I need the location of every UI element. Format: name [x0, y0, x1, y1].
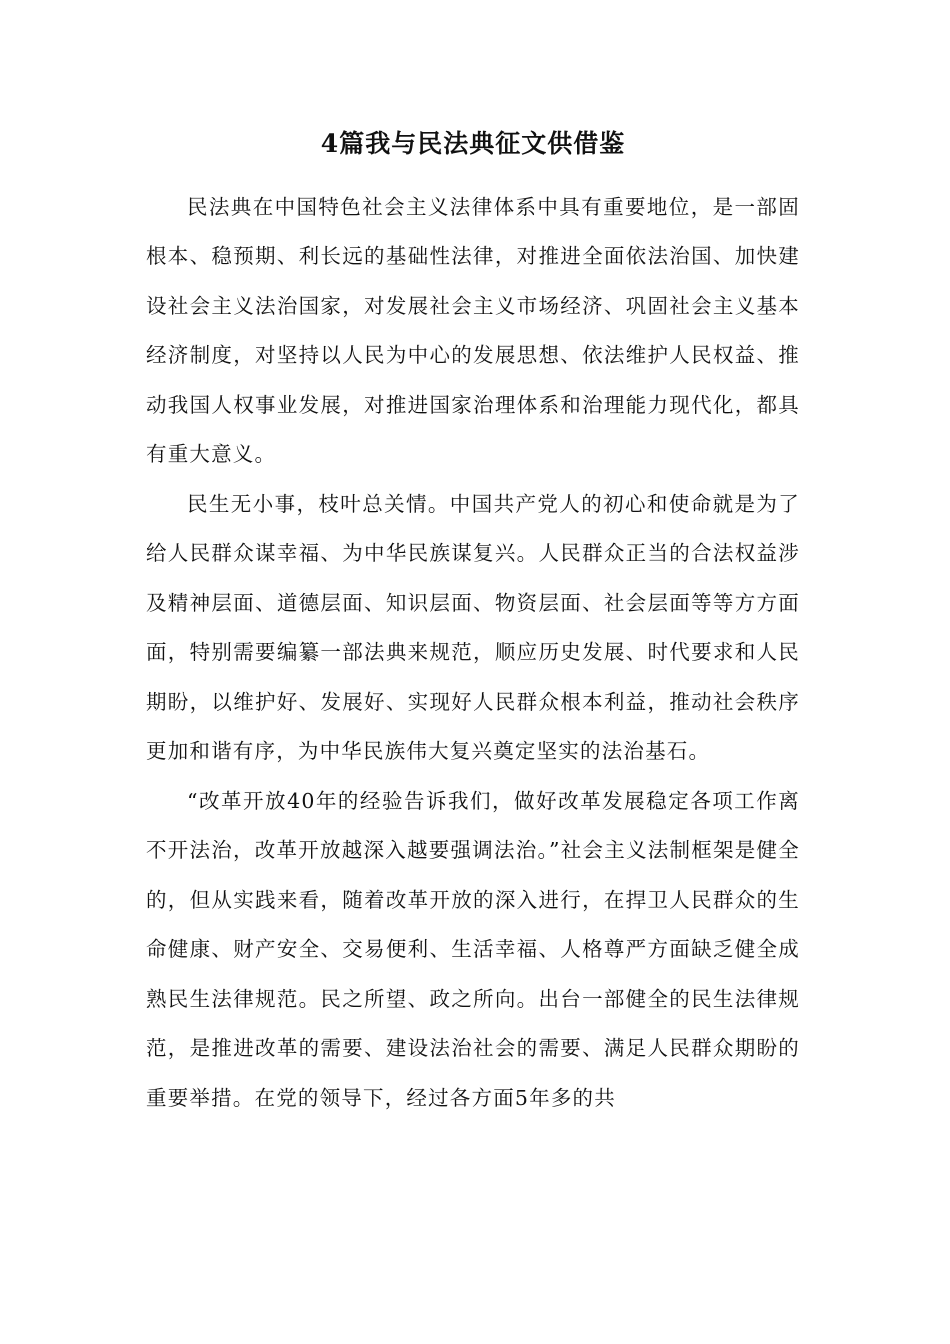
document-page	[146, 128, 800, 1123]
document-title: 4篇我与民法典征文供借鉴	[320, 129, 626, 158]
paragraph-3: “改革开放40年的经验告诉我们，做好改革发展稳定各项工作离不开法治，改革开放越深入越要强调法治。”社会主义法制框架是健全的，但从实践来看，随着改革开放的深入进行，在捍卫人民群众的生命健康、财产安全、交易便利、生活幸福、人格尊严方面缺乏健全成熟民生法律规范。民之所望、政之所向。出台一部健全的民生法律规范，是推进改革的需要、建设法治社会的需要、满足人民群众期盼的重要举措。在党的领导下，经过各方面5年多的共	[146, 788, 800, 1110]
paragraph-2: 民生无小事，枝叶总关情。中国共产党人的初心和使命就是为了给人民群众谋幸福、为中华民族谋复兴。人民群众正当的合法权益涉及精神层面、道德层面、知识层面、物资层面、社会层面等等方方面面，特别需要编纂一部法典来规范，顺应历史发展、时代要求和人民期盼，以维护好、发展好、实现好人民群众根本利益，推动社会秩序更加和谐有序，为中华民族伟大复兴奠定坚实的法治基石。	[146, 491, 800, 763]
paragraph-1: 民法典在中国特色社会主义法律体系中具有重要地位，是一部固根本、稳预期、利长远的基础性法律，对推进全面依法治国、加快建设社会主义法治国家，对发展社会主义市场经济、巩固社会主义基本经济制度，对坚持以人民为中心的发展思想、依法维护人民权益、推动我国人权事业发展，对推进国家治理体系和治理能力现代化，都具有重大意义。	[146, 194, 800, 466]
